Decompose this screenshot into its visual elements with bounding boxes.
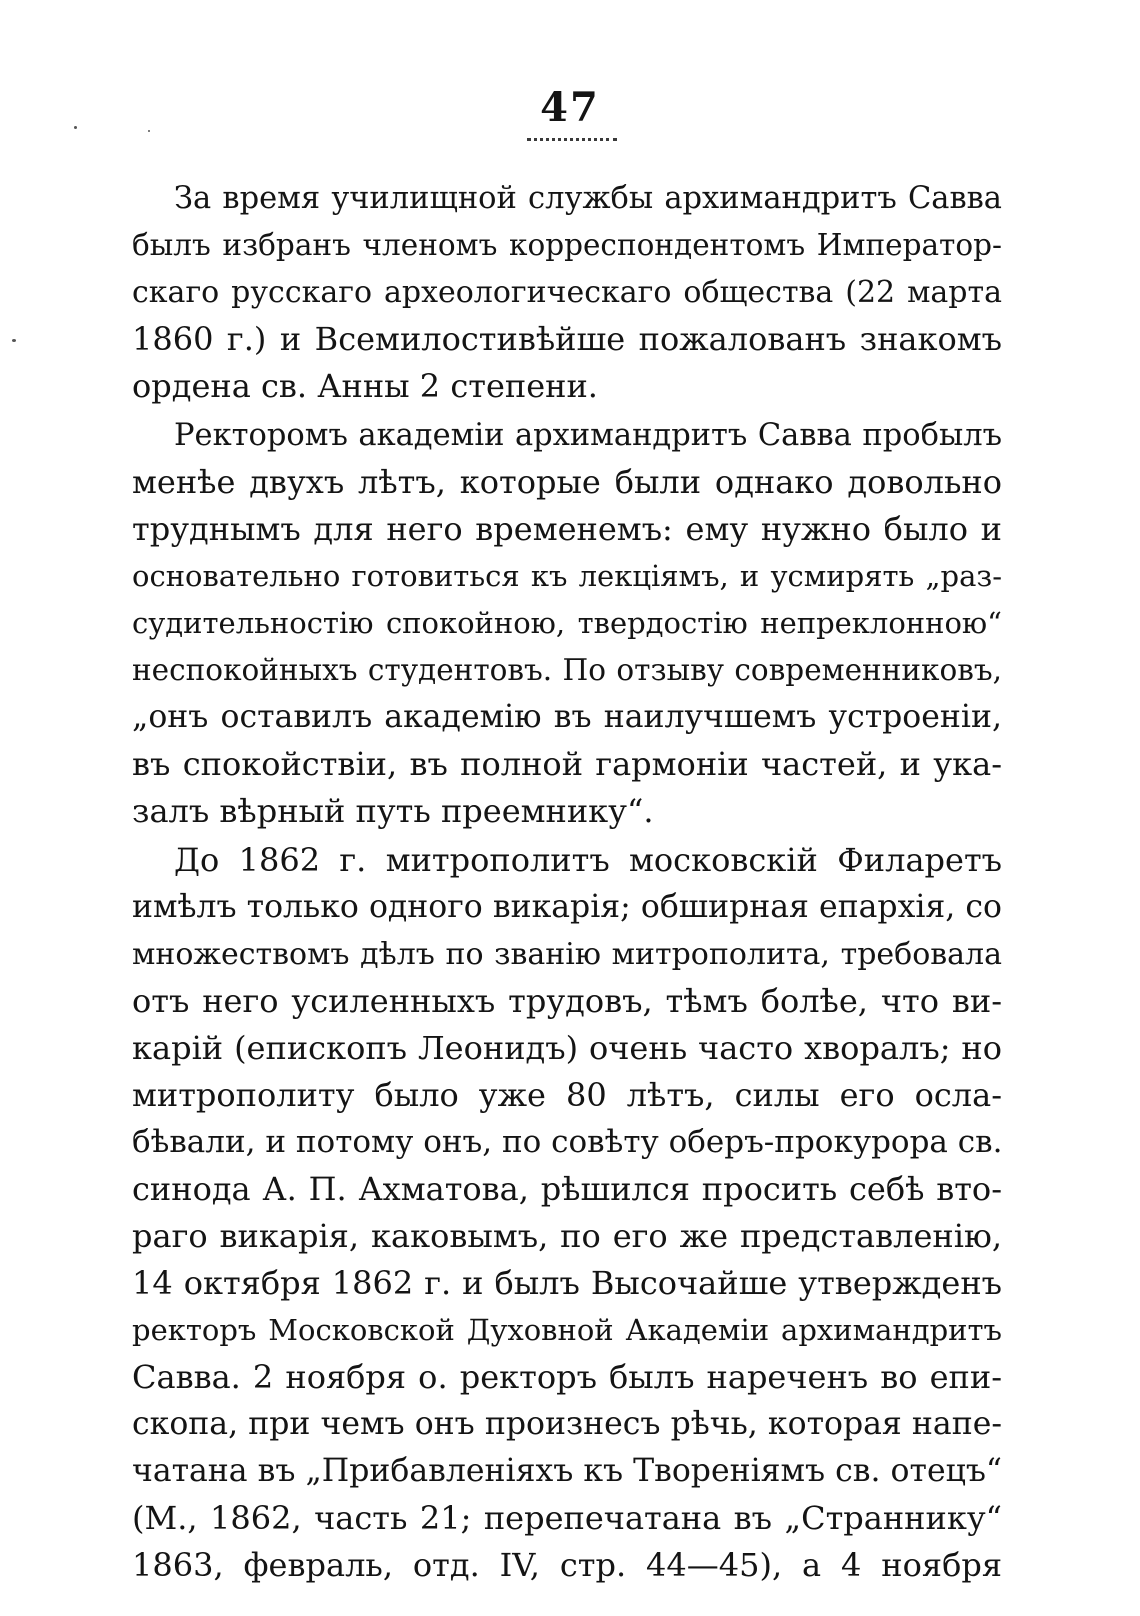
text-line: Савва. 2 ноября о. ректоръ былъ нареченъ во епи-: [132, 1358, 1002, 1396]
text-line: неспокойныхъ студентовъ. По отзыву современниковъ,: [132, 653, 1002, 687]
text-line: менѣе двухъ лѣтъ, которые были однако довольно: [132, 463, 1002, 501]
text-line: Ректоромъ академіи архимандритъ Савва пробылъ: [174, 418, 1002, 453]
text-line: митрополиту было уже 80 лѣтъ, силы его осла-: [132, 1076, 1002, 1114]
text-line: отъ него усиленныхъ трудовъ, тѣмъ болѣе, что ви-: [132, 982, 1002, 1020]
text-line: былъ избранъ членомъ корреспондентомъ Император-: [132, 228, 1002, 262]
text-line: скопа, при чемъ онъ произнесъ рѣчь, которая напе-: [132, 1406, 1002, 1442]
text-line: 14 октября 1862 г. и былъ Высочайше утвержденъ: [132, 1264, 1002, 1302]
page-number-rule: [527, 138, 617, 141]
margin-speck: [148, 130, 150, 132]
margin-speck: [74, 126, 77, 129]
text-line: (М., 1862, часть 21; перепечатана въ „Страннику“: [132, 1499, 1002, 1537]
text-line: судительностію спокойною, твердостію непреклонною“: [132, 606, 1002, 640]
text-line: раго викарія, каковымъ, по его же представленію,: [132, 1217, 1002, 1255]
body-text: [132, 175, 1002, 1589]
text-line: залъ вѣрный путь преемнику“.: [132, 792, 654, 830]
text-line: имѣлъ только одного викарія; обширная епархія, со: [132, 889, 1002, 925]
text-line: ордена св. Анны 2 степени.: [132, 367, 598, 405]
text-line: труднымъ для него временемъ: ему нужно было и: [132, 510, 1002, 548]
text-line: „онъ оставилъ академію въ наилучшемъ устроеніи,: [132, 699, 1002, 735]
page-number: 47: [540, 84, 600, 131]
text-line: ректоръ Московской Духовной Академіи архимандритъ: [132, 1313, 1002, 1347]
margin-speck: [12, 339, 16, 342]
text-line: бѣвали, и потому онъ, по совѣту оберъ-прокурора св.: [132, 1124, 1003, 1160]
text-line: основательно готовиться къ лекціямъ, и усмирять „раз-: [132, 559, 1002, 593]
text-line: 1863, февраль, отд. IV, стр. 44—45), а 4 ноября: [132, 1546, 1002, 1584]
text-line: карій (епископъ Леонидъ) очень часто хворалъ; но: [132, 1029, 1002, 1067]
text-line: 1860 г.) и Всемилостивѣйше пожалованъ знакомъ: [132, 320, 1002, 358]
text-line: синода А. П. Ахматова, рѣшился просить себѣ вто-: [132, 1170, 1002, 1208]
text-line: скаго русскаго археологическаго общества (22 марта: [132, 275, 1002, 310]
text-line: въ спокойствіи, въ полной гармоніи частей, и ука-: [132, 745, 1002, 783]
text-line: До 1862 г. митрополитъ московскій Филаретъ: [174, 841, 1002, 879]
text-line: За время училищной службы архимандритъ Савва: [174, 181, 1002, 216]
text-line: чатана въ „Прибавленіяхъ къ Твореніямъ св. отецъ“: [132, 1453, 1002, 1489]
text-line: множествомъ дѣлъ по званію митрополита, требовала: [132, 937, 1002, 972]
